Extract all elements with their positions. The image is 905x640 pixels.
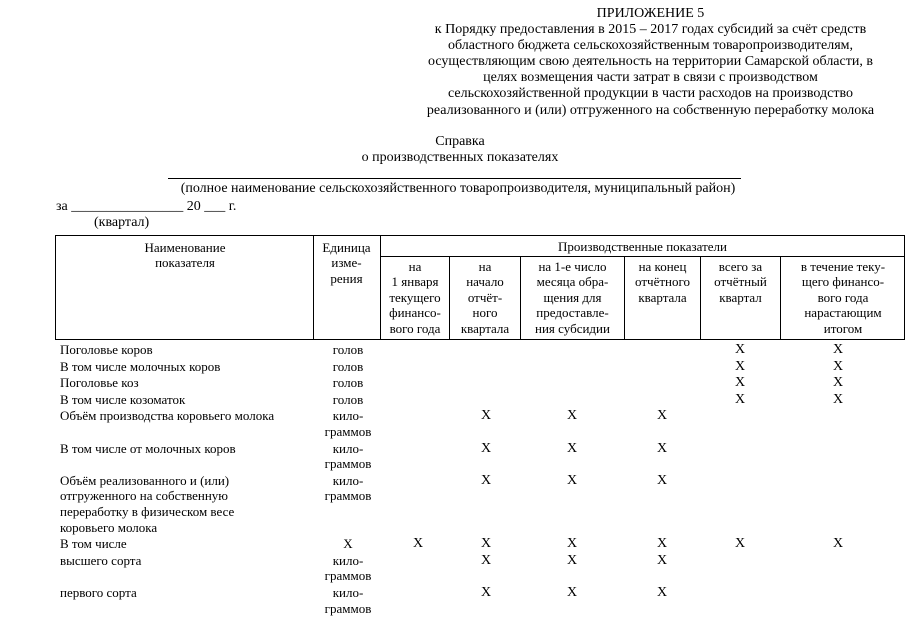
row-label-line: высшего сорта — [60, 552, 142, 568]
cell-mark: X — [656, 536, 668, 552]
period-line: за ________________ 20 ___ г. — [56, 199, 237, 214]
row-label-line: Объём реализованного и (или) — [60, 472, 230, 488]
header-line: финансо- — [389, 305, 441, 321]
row-label-line: В том числе — [60, 536, 127, 552]
row-label — [60, 536, 320, 552]
row-unit-line: граммов — [324, 456, 372, 472]
column-header-application-month — [521, 259, 624, 336]
cell-mark: X — [656, 440, 668, 456]
header-line: отчётного — [635, 274, 690, 290]
title-line: Справка — [435, 134, 485, 149]
appendix-line: сельскохозяйственной продукции в части расходов на производство — [448, 86, 853, 102]
row-label-line: переработку в физическом весе — [60, 503, 235, 519]
header-line: ного — [472, 305, 498, 321]
cell-mark: X — [566, 408, 578, 424]
header-line: вого года — [389, 320, 441, 336]
header-line: щего финансо- — [801, 274, 885, 290]
header-line: квартала — [460, 320, 510, 336]
row-label-line: отгруженного на собственную — [60, 488, 229, 504]
row-unit — [318, 375, 378, 391]
row-unit-line: кило- — [332, 585, 364, 600]
header-line: отчёт- — [467, 289, 503, 305]
column-header-year-to-date — [781, 259, 905, 336]
row-unit — [318, 585, 378, 616]
cell-mark: X — [734, 536, 746, 552]
appendix-line: областного бюджета сельскохозяйственным товаропроизводителям, — [447, 38, 853, 54]
cell-mark: X — [656, 472, 668, 488]
row-label — [60, 375, 320, 391]
header-line: рения — [330, 270, 363, 286]
appendix-line: осуществляющим свою деятельность на территории Самарской области, в — [428, 54, 873, 70]
header-line: показателя — [155, 255, 215, 271]
row-label-line: первого сорта — [60, 585, 137, 600]
row-unit — [318, 342, 378, 358]
row-label-line: Поголовье коз — [60, 375, 139, 391]
row-label — [60, 392, 320, 408]
row-unit — [318, 553, 378, 584]
row-label-line: Объём производства коровьего молока — [60, 408, 275, 424]
header-line: на конец — [638, 259, 687, 274]
cell-mark: X — [566, 585, 578, 600]
cell-mark: X — [566, 552, 578, 568]
cell-mark: X — [832, 391, 844, 407]
column-header-quarter-end — [625, 259, 700, 305]
row-unit-line: кило- — [332, 440, 364, 456]
row-unit-line: граммов — [324, 600, 372, 616]
row-unit-line: граммов — [324, 488, 372, 504]
header-line: щения для — [543, 289, 602, 305]
row-label — [60, 473, 320, 535]
cell-mark: X — [832, 536, 844, 552]
column-header-quarter-start — [450, 259, 520, 336]
row-unit-line: кило- — [332, 472, 364, 488]
row-unit-line: голов — [332, 391, 364, 407]
row-label-line: В том числе от молочных коров — [60, 440, 236, 456]
row-unit — [318, 536, 378, 552]
appendix-heading — [398, 6, 903, 119]
row-unit-line: кило- — [332, 408, 364, 424]
cell-mark: X — [566, 536, 578, 552]
cell-mark: X — [412, 536, 424, 552]
row-unit — [318, 359, 378, 375]
row-label — [60, 408, 320, 424]
header-line: в течение теку- — [800, 259, 886, 274]
cell-mark: X — [480, 536, 492, 552]
appendix-line: ПРИЛОЖЕНИЕ 5 — [596, 6, 705, 21]
row-label — [60, 585, 320, 601]
column-header-jan1 — [381, 259, 449, 336]
header-line: ния субсидии — [535, 320, 610, 336]
row-unit-line: граммов — [324, 568, 372, 584]
header-line: на 1-е число — [538, 259, 607, 274]
row-label-line: коровьего молока — [60, 519, 158, 535]
row-unit-line: голов — [332, 375, 364, 391]
header-line: квартала — [638, 289, 687, 305]
cell-mark: X — [734, 375, 746, 391]
header-line: отчётный — [714, 274, 767, 290]
row-unit — [318, 408, 378, 439]
row-label — [60, 359, 320, 375]
cell-mark: X — [832, 358, 844, 374]
row-label — [60, 342, 320, 358]
header-line: на — [478, 259, 492, 274]
document-title — [340, 134, 580, 166]
row-unit — [318, 441, 378, 472]
header-line: на — [408, 259, 422, 274]
header-line: вого года — [817, 289, 869, 305]
cell-mark: X — [480, 472, 492, 488]
header-line: нарастающим — [804, 305, 882, 321]
row-unit — [318, 392, 378, 408]
cell-mark: X — [734, 342, 746, 357]
row-label — [60, 553, 320, 569]
header-line: Наименование — [144, 240, 226, 255]
producer-name-line — [168, 178, 741, 179]
header-line: изме- — [331, 255, 362, 271]
header-line: Единица — [322, 240, 371, 255]
cell-mark: X — [734, 358, 746, 374]
header-line: месяца обра- — [536, 274, 609, 290]
title-line: о производственных показателях — [361, 150, 559, 165]
cell-mark: X — [480, 408, 492, 424]
row-unit-line: голов — [332, 342, 364, 357]
group-header: Производственные показатели — [557, 239, 728, 254]
row-unit-line: кило- — [332, 552, 364, 568]
cell-mark: X — [480, 440, 492, 456]
header-line: предоставле- — [536, 305, 609, 321]
cell-mark: X — [566, 472, 578, 488]
column-header-unit — [313, 240, 380, 286]
column-header-name — [60, 240, 310, 271]
header-line: квартал — [719, 289, 762, 305]
cell-mark: X — [480, 552, 492, 568]
row-unit-line: граммов — [324, 423, 372, 439]
producer-caption: (полное наименование сельскохозяйственного товаропроизводителя, муниципальный район) — [180, 181, 736, 196]
period-caption: (квартал) — [94, 215, 150, 230]
row-unit — [318, 473, 378, 504]
header-line: всего за — [718, 259, 763, 274]
row-unit-line: X — [343, 536, 353, 552]
column-header-quarter-total — [701, 259, 780, 305]
cell-mark: X — [566, 440, 578, 456]
cell-mark: X — [656, 408, 668, 424]
row-label-line: Поголовье коров — [60, 342, 153, 357]
header-line: 1 января — [391, 274, 439, 290]
cell-mark: X — [832, 375, 844, 391]
group-divider — [380, 256, 905, 257]
row-label — [60, 441, 320, 457]
header-line: текущего — [389, 289, 441, 305]
cell-mark: X — [656, 585, 668, 600]
appendix-line: реализованного и (или) отгруженного на собственную переработку молока — [426, 102, 875, 118]
header-line: начало — [466, 274, 504, 290]
row-label-line: В том числе молочных коров — [60, 358, 221, 374]
row-label-line: В том числе козоматок — [60, 391, 186, 407]
cell-mark: X — [480, 585, 492, 600]
appendix-line: целях возмещения части затрат в связи с производством — [483, 70, 818, 86]
header-line: итогом — [823, 320, 863, 336]
cell-mark: X — [734, 391, 746, 407]
cell-mark: X — [832, 342, 844, 357]
appendix-line: к Порядку предоставления в 2015 – 2017 годах субсидий за счёт средств — [434, 22, 867, 38]
cell-mark: X — [656, 552, 668, 568]
row-unit-line: голов — [332, 358, 364, 374]
